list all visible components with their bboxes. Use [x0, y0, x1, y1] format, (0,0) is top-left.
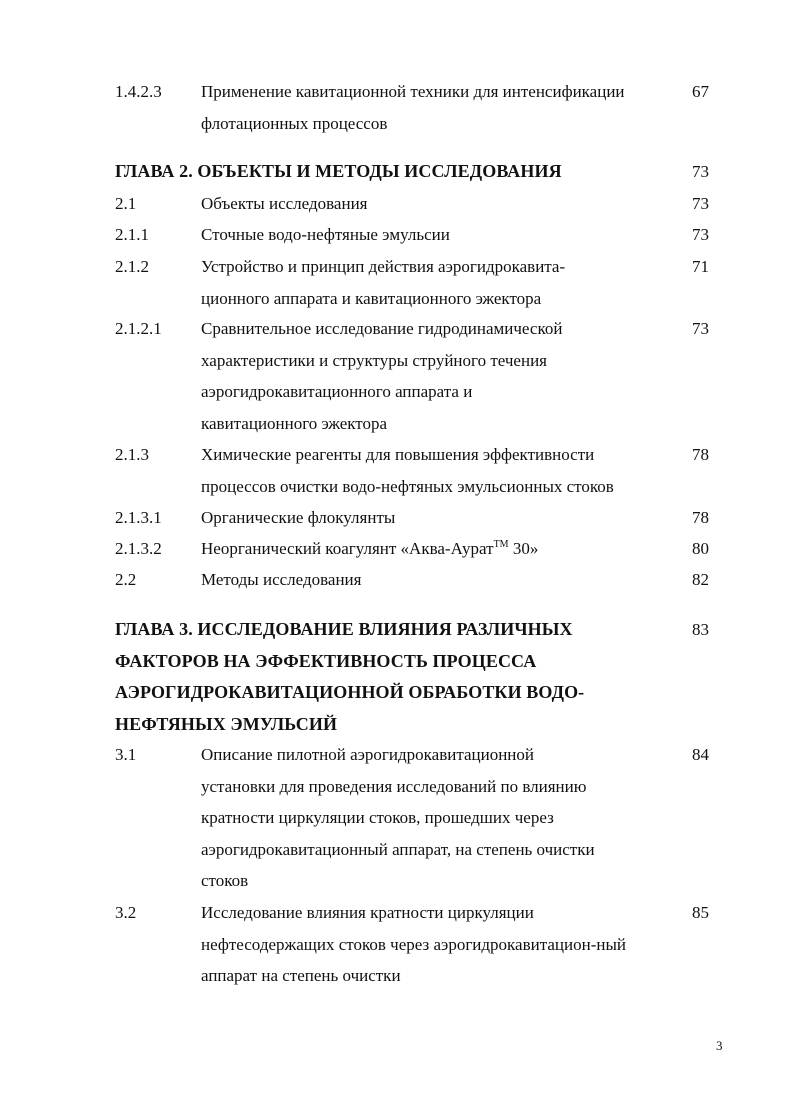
toc-entry-page: 73	[692, 162, 709, 181]
toc-entry-page: 82	[692, 570, 709, 589]
trademark-mark: TM	[493, 539, 509, 550]
toc-entry-title: Сточные водо-нефтяные эмульсии	[201, 225, 450, 244]
toc-entry-title: Методы исследования	[201, 570, 362, 589]
toc-entry-page: 78	[692, 508, 709, 527]
toc-entry-number: 1.4.2.3	[115, 82, 162, 101]
toc-entry-title: Исследование влияния кратности циркуляции нефтесодержащих стоков через аэрогидрокавитацион-ный аппарат на степень очистки	[201, 903, 626, 985]
toc-entry-number: 2.1.2	[115, 257, 149, 276]
toc-entry-number: 2.1.1	[115, 225, 149, 244]
toc-entry-page: 73	[692, 194, 709, 213]
toc-entry-title: Химические реагенты для повышения эффективности процессов очистки водо-нефтяных эмульсионных стоков	[201, 445, 614, 496]
toc-entry-page: 71	[692, 257, 709, 276]
toc-entry-page: 83	[692, 620, 709, 639]
toc-entry-number: 2.2	[115, 570, 137, 589]
toc-entry-title-main: Неорганический коагулянт «Аква-Аурат	[201, 539, 494, 558]
toc-entry-page: 85	[692, 903, 709, 922]
toc-entry-number: 2.1.3.1	[115, 508, 162, 527]
toc-entry-page: 67	[692, 82, 709, 101]
toc-entry-number: 2.1	[115, 194, 137, 213]
toc-entry-title	[201, 533, 671, 565]
toc-entry-number: 2.1.3	[115, 445, 149, 464]
toc-entry-page: 73	[692, 225, 709, 244]
toc-entry-title: Устройство и принцип действия аэрогидрокавита- ционного аппарата и кавитационного эжектора	[201, 257, 566, 308]
toc-entry-page: 73	[692, 319, 709, 338]
toc-entry-title: Описание пилотной аэрогидрокавитационной установки для проведения исследований по влиянию кратности циркуляции стоков, прошедших через аэрогидрокавитационный аппарат, на степень очистки стоков	[201, 745, 595, 890]
toc-entry-number: 2.1.2.1	[115, 319, 162, 338]
toc-entry-page: 84	[692, 745, 709, 764]
toc-entry-title: Объекты исследования	[201, 194, 368, 213]
toc-entry-title: Применение кавитационной техники для интенсификации флотационных процессов	[201, 82, 625, 133]
toc-entry-page: 80	[692, 539, 709, 558]
toc-entry-title: Сравнительное исследование гидродинамической характеристики и структуры струйного течения аэрогидрокавитационного аппарата и кавитационного эжектора	[201, 319, 563, 433]
toc-entry-page: 78	[692, 445, 709, 464]
toc-entry-title: Органические флокулянты	[201, 508, 396, 527]
toc-entry-number: 3.2	[115, 903, 137, 922]
toc-chapter-title: ГЛАВА 3. ИССЛЕДОВАНИЕ ВЛИЯНИЯ РАЗЛИЧНЫХ ФАКТОРОВ НА ЭФФЕКТИВНОСТЬ ПРОЦЕССА АЭРОГИДРОКАВИТАЦИОННОЙ ОБРАБОТКИ ВОДО- НЕФТЯНЫХ ЭМУЛЬСИЙ	[115, 619, 585, 734]
toc-entry-title-tail: 30»	[508, 539, 539, 558]
toc-chapter-title: ГЛАВА 2. ОБЪЕКТЫ И МЕТОДЫ ИССЛЕДОВАНИЯ	[115, 161, 562, 181]
page-number: 3	[716, 1038, 723, 1053]
toc-entry-number: 2.1.3.2	[115, 539, 162, 558]
toc-entry-number: 3.1	[115, 745, 137, 764]
